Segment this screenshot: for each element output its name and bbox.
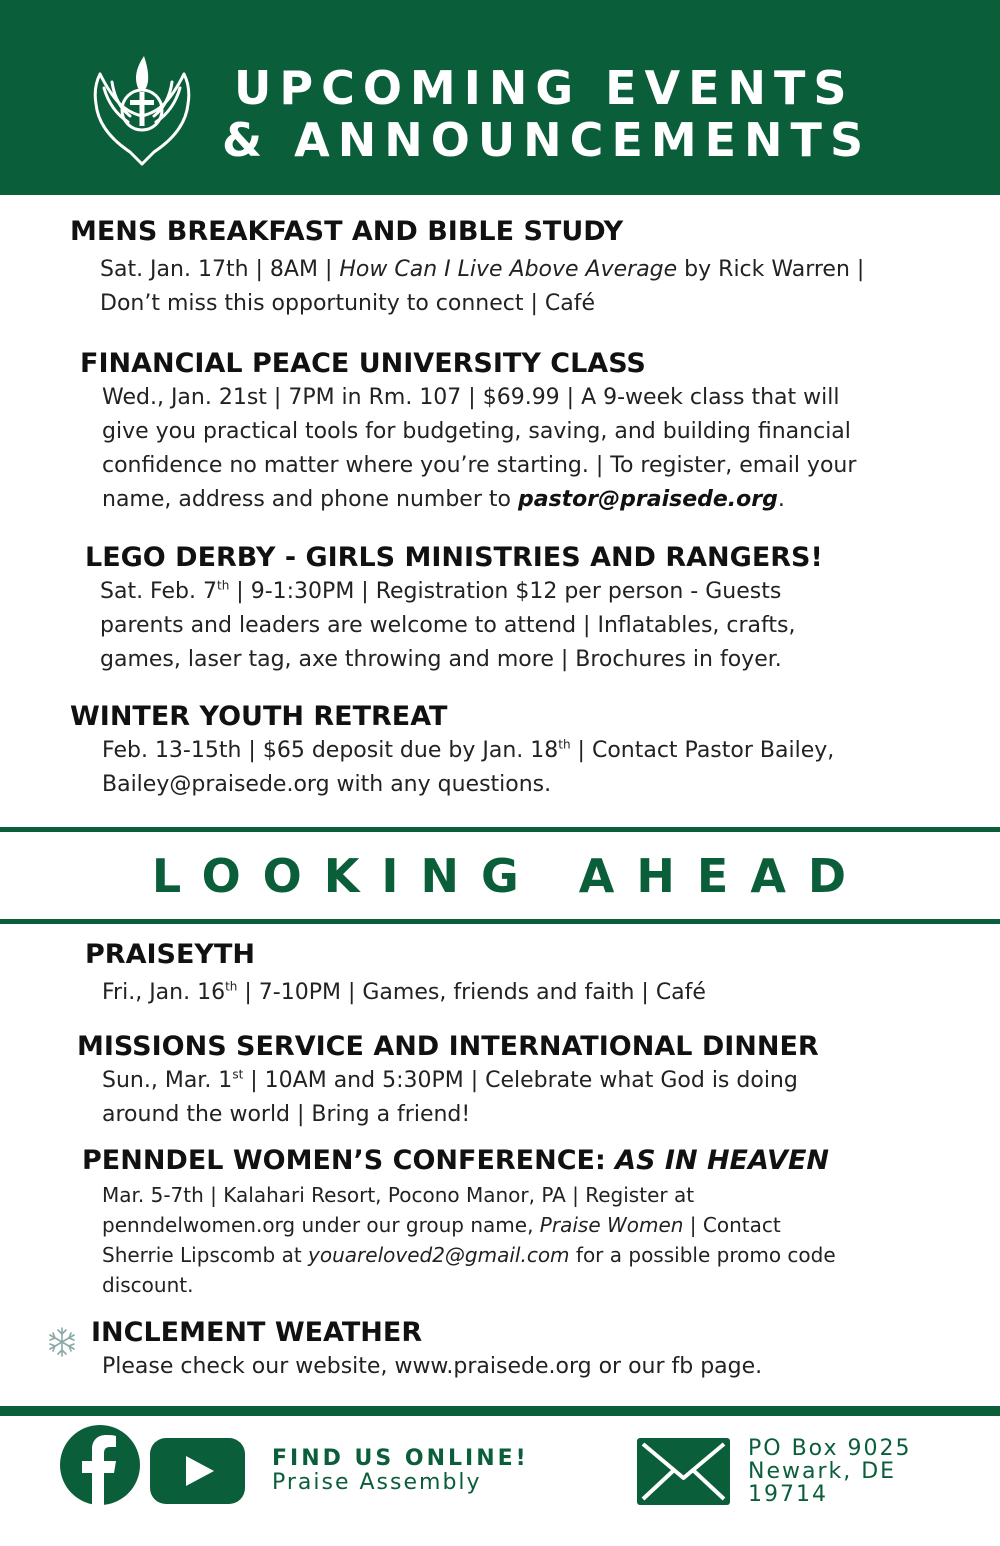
event-text: . <box>777 487 785 512</box>
event-title: PRAISEYTH <box>85 939 255 970</box>
ordinal-suffix: th <box>558 737 571 752</box>
ordinal-suffix: th <box>217 578 230 593</box>
event-details <box>70 253 864 321</box>
event-text: Sherrie Lipscomb at <box>102 1243 309 1267</box>
event-title-theme: AS IN HEAVEN <box>615 1145 829 1176</box>
address-line: 19714 <box>748 1482 828 1507</box>
event-text: name, address and phone number to <box>102 487 518 512</box>
ordinal-suffix: st <box>232 1067 244 1082</box>
footer-divider <box>0 1406 1000 1416</box>
title-line-2: & ANNOUNCEMENTS <box>222 113 872 167</box>
event-title: WINTER YOUTH RETREAT <box>70 701 448 732</box>
event-text: penndelwomen.org under our group name, <box>102 1213 540 1237</box>
church-name: Praise Assembly <box>272 1470 482 1495</box>
event-text: around the world | Bring a friend! <box>102 1102 471 1127</box>
event-text: for a possible promo code <box>569 1243 836 1267</box>
event-title: INCLEMENT WEATHER <box>91 1317 423 1348</box>
event-details <box>70 734 834 802</box>
event-text: Feb. 13-15th | $65 deposit due by Jan. 18 <box>102 738 559 763</box>
divider-top <box>0 827 1000 832</box>
event-missions-service <box>77 1030 819 1132</box>
email-link[interactable]: youareloved2@gmail.com <box>308 1243 570 1267</box>
event-text: | 9-1:30PM | Registration $12 per person - Guests <box>229 579 782 604</box>
event-text: | 10AM and 5:30PM | Celebrate what God is doing <box>243 1068 798 1093</box>
snowflake-icon <box>46 1326 78 1358</box>
event-title-text: PENNDEL WOMEN’S CONFERENCE: <box>82 1145 616 1176</box>
event-text: | Contact Pastor Bailey, <box>570 738 835 763</box>
address-line: PO Box 9025 <box>748 1436 912 1461</box>
event-text: Mar. 5-7th | Kalahari Resort, Pocono Manor, PA | Register at <box>102 1183 695 1207</box>
event-text: Wed., Jan. 21st | 7PM in Rm. 107 | $69.99 | A 9-week class that will <box>102 385 840 410</box>
event-title: MENS BREAKFAST AND BIBLE STUDY <box>70 216 624 247</box>
facebook-icon[interactable] <box>60 1425 140 1505</box>
envelope-icon <box>637 1438 730 1505</box>
email-link[interactable]: pastor@praisede.org <box>517 487 778 512</box>
event-text: parents and leaders are welcome to attend | Inflatables, crafts, <box>100 613 796 638</box>
event-praiseyth <box>85 938 706 1010</box>
header-banner <box>0 0 1000 195</box>
event-penndel-womens-conference <box>82 1144 836 1300</box>
event-details <box>77 1064 819 1132</box>
event-text: | Contact <box>683 1213 781 1237</box>
group-name: Praise Women <box>539 1213 684 1237</box>
event-details <box>85 976 706 1010</box>
event-text: Sat. Feb. 7 <box>100 579 217 604</box>
event-financial-peace <box>80 347 856 517</box>
event-details <box>91 1350 762 1384</box>
event-text: Sat. Jan. 17th | 8AM | <box>100 257 340 282</box>
address-line: Newark, DE <box>748 1459 897 1484</box>
event-text: by Rick Warren | <box>677 257 865 282</box>
find-us-online <box>272 1447 529 1495</box>
event-text: | 7-10PM | Games, friends and faith | Café <box>237 980 706 1005</box>
youtube-icon[interactable] <box>150 1438 245 1504</box>
event-lego-derby <box>85 541 823 677</box>
event-title <box>82 1144 836 1178</box>
event-text: Sun., Mar. 1 <box>102 1068 233 1093</box>
find-us-label: FIND US ONLINE! <box>272 1446 529 1471</box>
event-text: Please check our website, www.praisede.org or our fb page. <box>102 1354 763 1379</box>
event-text: Don’t miss this opportunity to connect | Café <box>100 291 596 316</box>
event-title: MISSIONS SERVICE AND INTERNATIONAL DINNER <box>77 1031 819 1062</box>
title-line-1: UPCOMING EVENTS <box>234 61 855 115</box>
event-text: games, laser tag, axe throwing and more | Brochures in foyer. <box>100 647 782 672</box>
event-details <box>80 381 856 517</box>
event-text: confidence no matter where you’re starting. | To register, email your <box>102 453 857 478</box>
looking-ahead-heading: LOOKING AHEAD <box>151 849 869 903</box>
divider-bottom <box>0 919 1000 924</box>
ordinal-suffix: th <box>225 979 238 994</box>
event-text: discount. <box>102 1273 194 1297</box>
hands-cross-flame-icon <box>90 52 194 170</box>
event-title: FINANCIAL PEACE UNIVERSITY CLASS <box>80 348 646 379</box>
event-details <box>82 1180 836 1300</box>
event-inclement-weather <box>91 1316 762 1384</box>
event-text: Fri., Jan. 16 <box>102 980 226 1005</box>
page-title <box>222 62 922 166</box>
event-details <box>85 575 823 677</box>
event-winter-youth-retreat <box>70 700 834 802</box>
book-title: How Can I Live Above Average <box>339 257 678 282</box>
event-title: LEGO DERBY - GIRLS MINISTRIES AND RANGERS! <box>85 542 823 573</box>
event-text: give you practical tools for budgeting, saving, and building financial <box>102 419 851 444</box>
event-text: Bailey@praisede.org with any questions. <box>102 772 552 797</box>
mailing-address <box>748 1437 911 1506</box>
event-mens-breakfast <box>70 215 864 321</box>
